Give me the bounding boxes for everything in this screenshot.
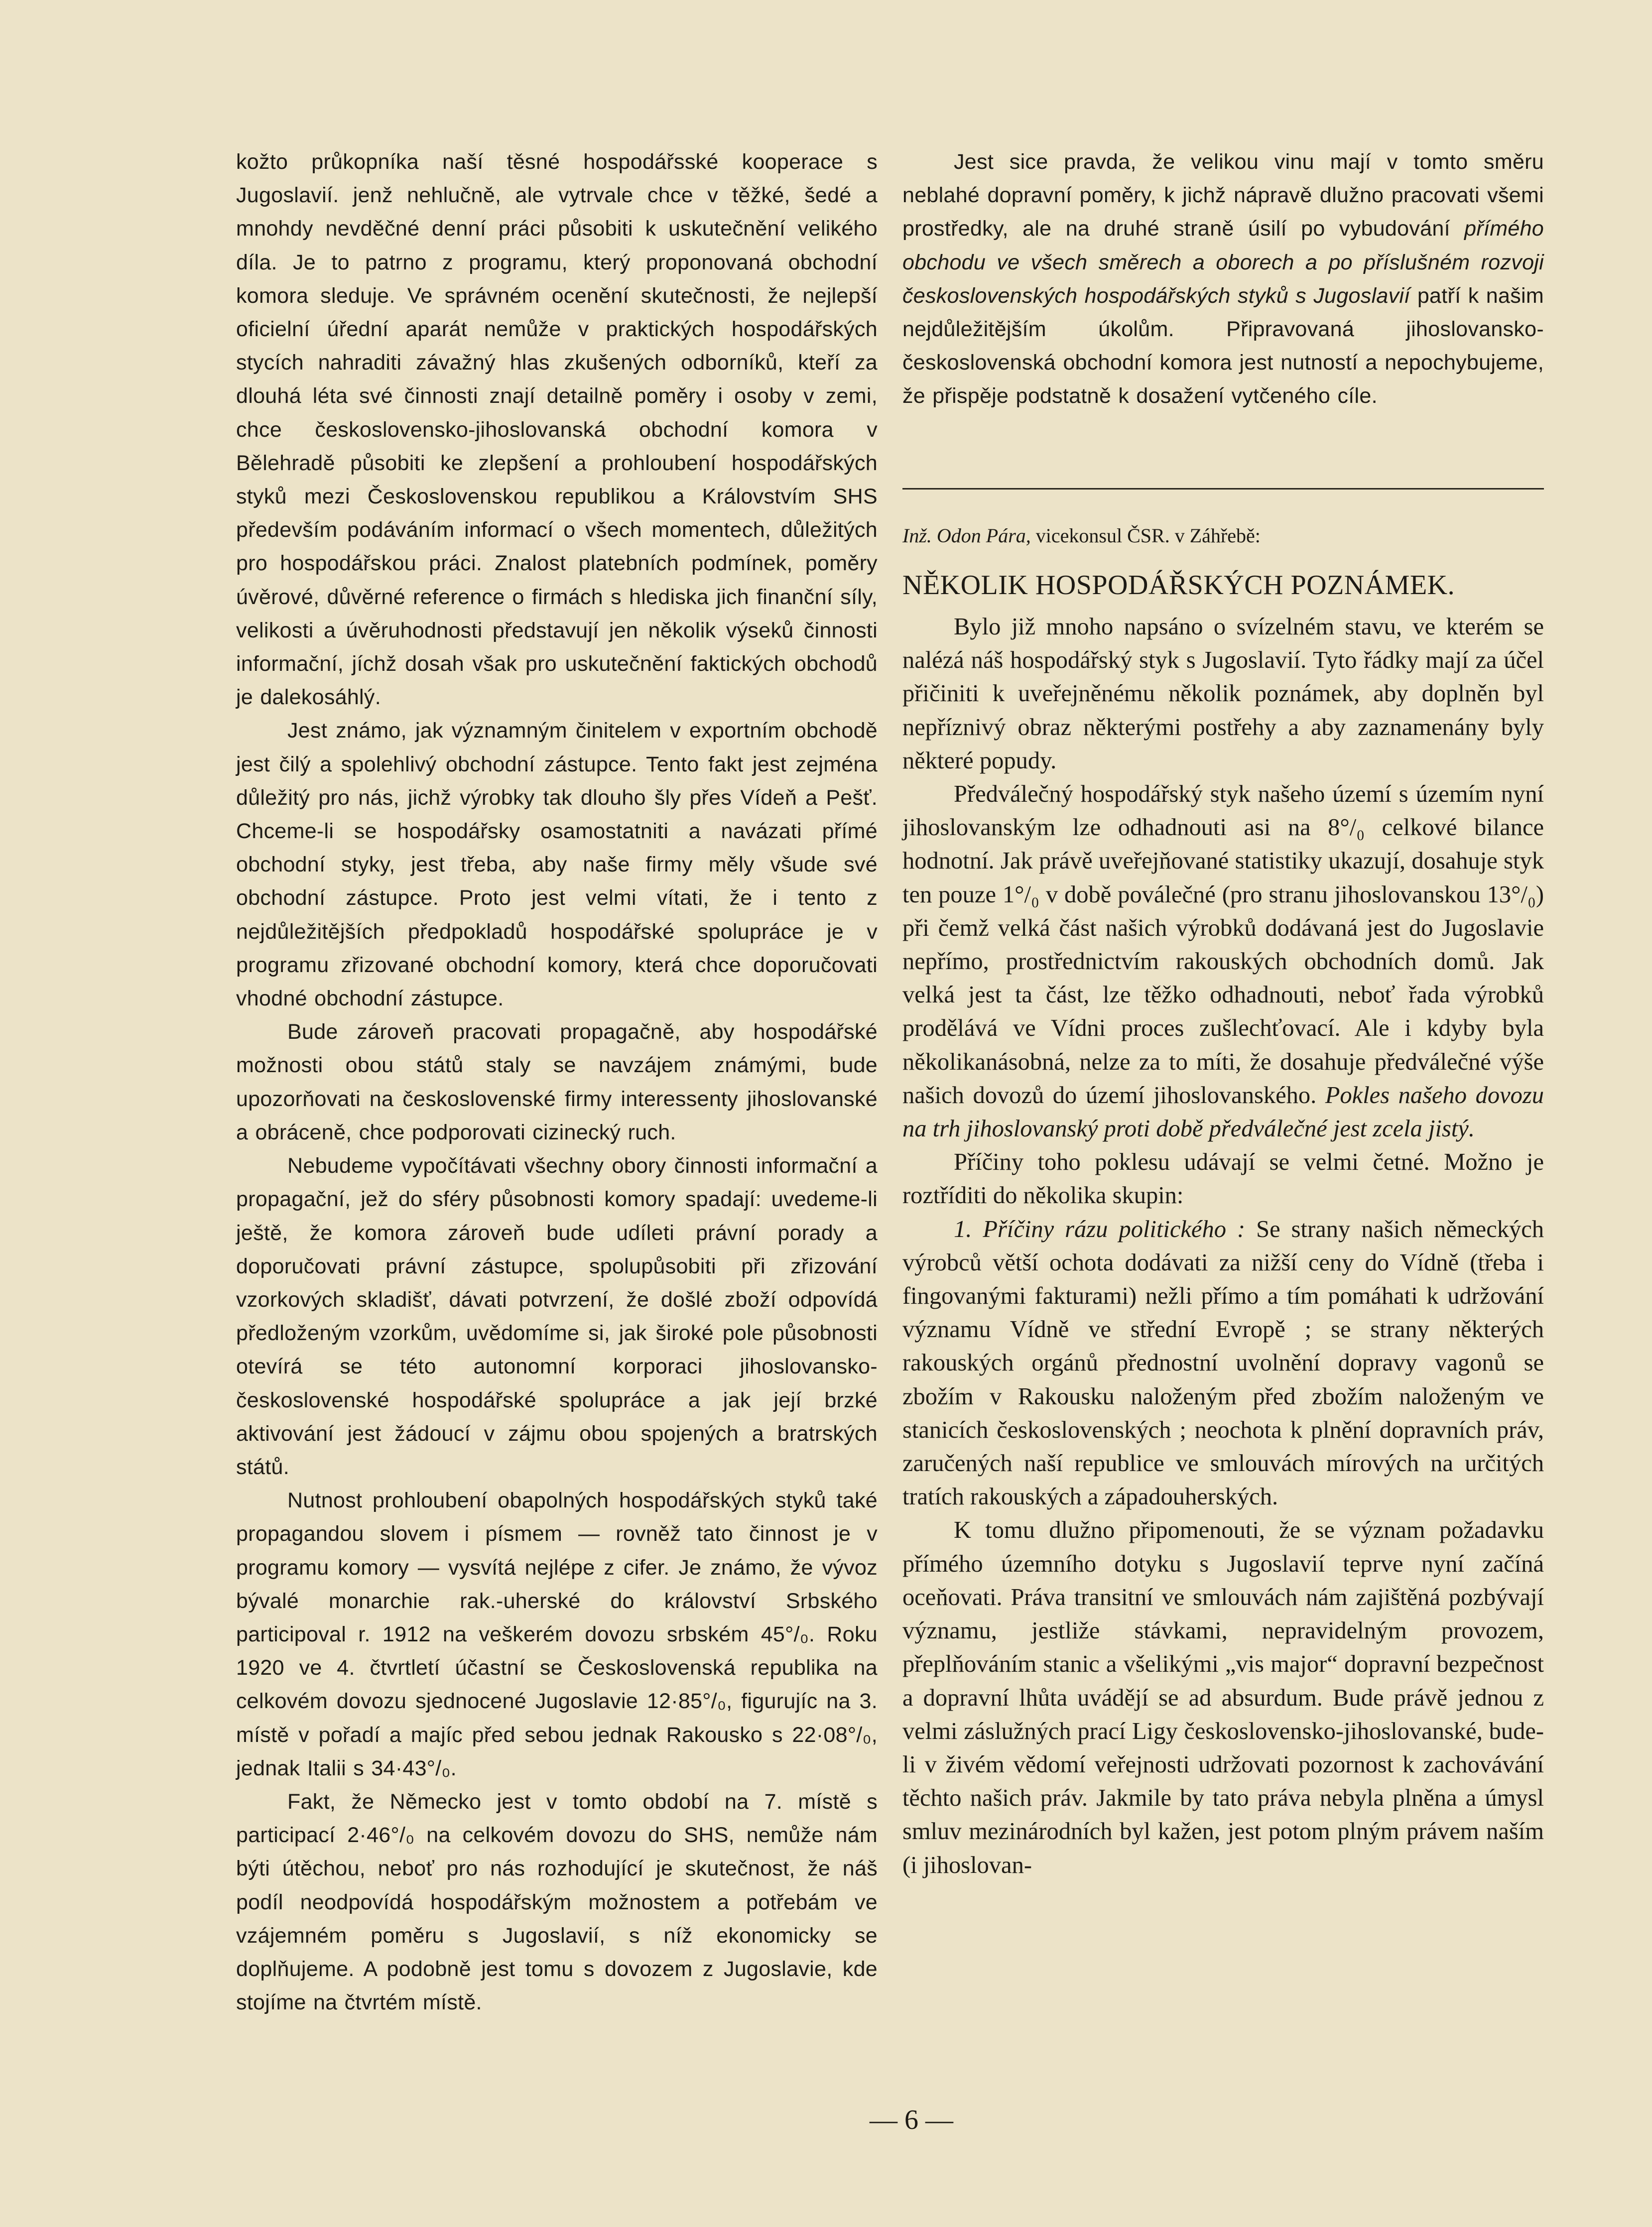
author-name: Inž. Odon Pára, [902,524,1031,547]
paragraph: K tomu dlužno připomenouti, že se význam požadavku přímého územního dotyku s Jugoslavií teprve nyní začíná oceňovati. Práva transitní ve smlouvách nám zajištěná pozbývají významu, jestliže stávkami, nepravidelným provozem, přeplňováním stanic a všelikými „vis major“ dopravní bezpečnost a dopravní lhůta uvádějí se ad absurdum. Bude právě jednou z velmi záslužných prací Ligy československo-jihoslovanské, bude-li v živém vědomí veřejnosti udržovati pozornost k zachovávání těchto našich práv. Jakmile by tato práva nebyla plněna a úmysl smluv mezinárodních byl kažen, jest potom plným právem naším (i jihoslovan- [902,1517,1544,1878]
paragraph: Nebudeme vypočítávati všechny obory činnosti informační a propagační, jež do sféry působnosti komory spadají: uvedeme-li ještě, že komora zároveň bude udíleti právní porady a doporučovati právní zástupce, spolupůsobiti při zřizování vzorkových skladišť, dávati potvrzení, že došlé zboží odpovídá předloženým vzorkům, uvědomíme si, jak široké pole působnosti otevírá se této autonomní korporaci jihoslovansko-československé hospodářské spolupráce a jak její brzké aktivování jest žádoucí v zájmu obou spojených a bratrských států. [236,1154,878,1479]
article-body [902,610,1544,1882]
paragraph [902,1213,1544,1514]
paragraph: kožto průkopníka naší těsné hospodářsské kooperace s Jugoslavií. jenž nehlučně, ale vytrvale chce v těžké, šedé a mnohdy nevděčné denní práci působiti k uskutečnění velikého díla. Je to patrno z programu, který proponovaná obchodní komora sleduje. Ve správném ocenění skutečnosti, že nejlepší oficielní úřední aparát nemůže v praktických hospodářských stycích nahraditi závažný hlas zkušených odborníků, kteří za dlouhá léta své činnosti znají detailně poměry i osoby v zemi, chce československo-jihoslovanská obchodní komora v Bělehradě působiti ke zlepšení a prohloubení hospodářských styků mezi Československou republikou a Královstvím SHS především podáváním informací o všech momentech, důležitých pro hospodářskou práci. Znalost platebních podmínek, poměry úvěrové, důvěrné reference o firmách s hlediska jich finanční síly, velikosti a úvěruhodnosti představují jen několik výseků činnosti informační, jíchž dosah však pro uskutečnění faktických obchodů je dalekosáhlý. [236,150,878,710]
paragraph: Příčiny toho poklesu udávají se velmi četné. Možno je roztříditi do několika skupin: [902,1149,1544,1209]
author-role: vicekonsul ČSR. v Záhřebě: [1030,524,1261,547]
left-column [236,145,878,2019]
article-title: NĚKOLIK HOSPODÁŘSKÝCH POZNÁMEK. [902,570,1455,601]
byline [902,522,1544,550]
paragraph [902,145,1544,413]
page-number: — 6 — [870,2104,953,2135]
section-divider [902,488,1544,490]
emphasis-text: 1. Příčiny rázu politického : [954,1216,1246,1242]
paragraph: Nutnost prohloubení obapolných hospodářských styků také propagandou slovem i písmem — rovněž tato činnost je v programu komory — vysvítá nejlépe z cifer. Je známo, že vývoz bývalé monarchie rak.-uherské do království Srbského participoval r. 1912 na veškerém dovozu srbském 45°/₀. Roku 1920 ve 4. čtvrtletí účastní se Československá republika na celkovém dovozu sjednocené Jugoslavie 12·85°/₀, figurujíc na 3. místě v pořadí a majíc před sebou jednak Rakousko s 22·08°/₀, jednak Italii s 34·43°/₀. [236,1488,878,1780]
text-run: patří k našim nejdůležitějším úkolům. Připravovaná jihoslovansko-československá obchodní komora jest nutností a nepochybujeme, že přispěje podstatně k dosažení vytčeného cíle. [902,283,1544,408]
emphasis-text: přímého obchodu ve všech směrech a oborech a po příslušném rozvoji československých hospodářských styků s Jugoslavií [902,217,1544,308]
paragraph: Jest známo, jak významným činitelem v exportním obchodě jest čilý a spolehlivý obchodní zástupce. Tento fakt jest zejména důležitý pro nás, jichž výrobky tak dlouho šly přes Vídeň a Pešť. Chceme-li se hospodářsky osamostatniti a navázati přímé obchodní styky, jest třeba, aby naše firmy měly všude své obchodní zástupce. Proto jest velmi vítati, že i tento z nejdůležitějších předpokladů hospodářské spolupráce je v programu zřizované obchodní komory, která chce doporučovati vhodné obchodní zástupce. [236,719,878,1011]
text-run: Předválečný hospodářský styk našeho území s územím nyní jihoslovanským lze odhadnouti asi na 8°/₀ celkové bilance hodnotní. Jak právě uveřejňované statistiky ukazují, dosahuje styk ten pouze 1°/₀ v době poválečné (pro stranu jihoslovanskou 13°/₀) při čemž velká část našich výrobků dodávaná jest do Jugoslavie nepřímo, prostřednictvím rakouských obchodních domů. Jak velká jest ta část, lze těžko odhadnouti, neboť řada výrobků prodělává ve Vídni proces zušlechťovací. Ale i kdyby byla několikanásobná, nelze za to míti, že dosahuje předválečné výše našich dovozů do území jihoslovanského. [902,781,1544,1109]
paragraph [902,777,1544,1145]
paragraph: Bude zároveň pracovati propagačně, aby hospodářské možnosti obou států staly se navzájem známými, bude upozorňovati na československé firmy interessenty jihoslovanské a obráceně, chce podporovati cizinecký ruch. [236,1020,878,1144]
emphasis-text: Pokles našeho dovozu na trh jihoslovanský proti době předválečné jest zcela jistý. [902,1082,1544,1142]
text-run: Jest sice pravda, že velikou vinu mají v tomto směru neblahé dopravní poměry, k jichž nápravě dlužno pracovati všemi prostředky, ale na druhé straně úsilí po vybudování [902,150,1544,241]
paragraph: Bylo již mnoho napsáno o svízelném stavu, ve kterém se nalézá náš hospodářský styk s Jugoslavií. Tyto řádky mají za účel přičiniti k uveřejněnému několik poznámek, aby doplněn byl nepříznivý obraz některými postřehy a aby zaznamenány byly některé popudy. [902,614,1544,774]
right-column-top [902,145,1544,413]
text-run: Se strany našich německých výrobců větší ochota dodávati za nižší ceny do Vídně (třeba i fingovanými fakturami) nežli přímo a tím pomáhati k udržování významu Vídně ve střední Evropě ; se strany některých rakouských orgánů přednostní uvolnění dopravy vagonů se zbožím v Rakousku naloženým před zbožím naloženým ve stanicích československých ; neochota k plnění dopravních práv, zaručených naší republice ve smlouvách mírových na určitých tratích rakouských a západouherských. [902,1216,1544,1510]
paragraph: Fakt, že Německo jest v tomto období na 7. místě s participací 2·46°/₀ na celkovém dovozu do SHS, nemůže nám býti útěchou, neboť pro nás rozhodující je skutečnost, že náš podíl neodpovídá hospodářským možnostem a potřebám ve vzájemném poměru s Jugoslavií, s níž ekonomicky se doplňujeme. A podobně jest tomu s dovozem z Jugoslavie, kde stojíme na čtvrtém místě. [236,1789,878,2015]
